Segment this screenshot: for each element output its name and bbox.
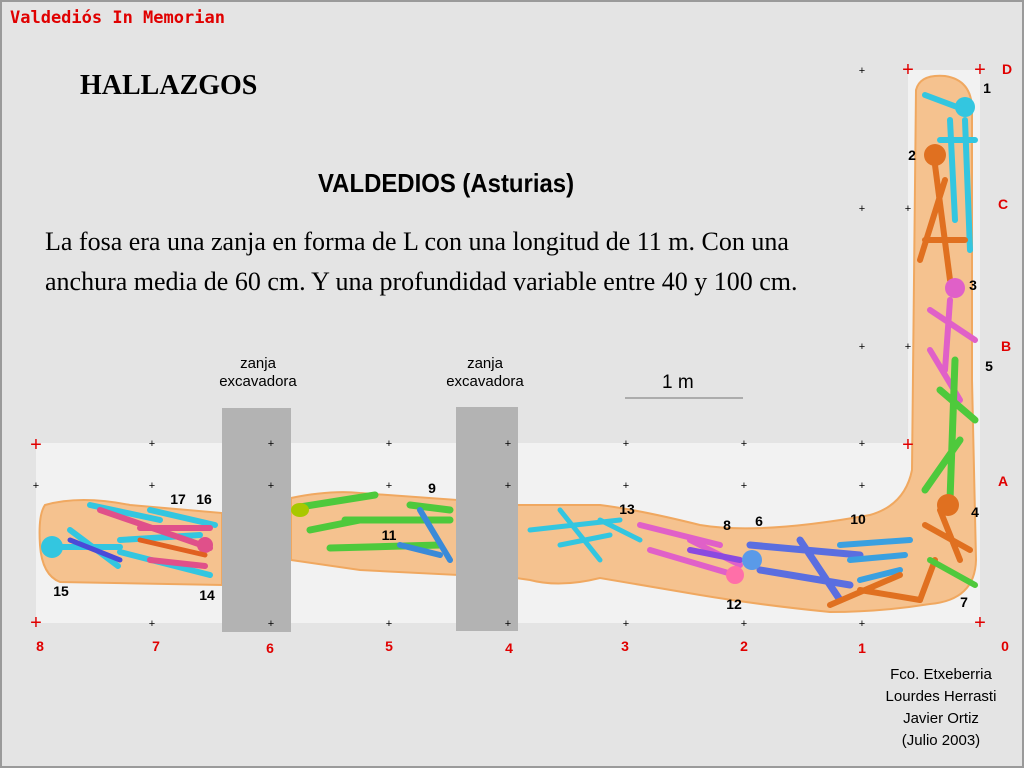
burial-number-14: 14 xyxy=(199,587,215,603)
svg-text:+: + xyxy=(904,203,912,215)
excavator-label-1-line2: excavadora xyxy=(219,373,297,390)
svg-text:+: + xyxy=(974,59,986,81)
excavator-label-2-line2: excavadora xyxy=(446,373,524,390)
grid-label-8: 8 xyxy=(36,638,44,654)
svg-text:+: + xyxy=(740,438,748,450)
svg-text:+: + xyxy=(148,438,156,450)
excavator-label-2 xyxy=(433,355,537,391)
burial-number-4: 4 xyxy=(971,504,979,520)
svg-text:+: + xyxy=(902,59,914,81)
grid-label-2: 2 xyxy=(740,638,748,654)
burial-number-12: 12 xyxy=(726,596,742,612)
svg-text:+: + xyxy=(858,618,866,630)
svg-text:+: + xyxy=(267,480,275,492)
svg-text:+: + xyxy=(974,612,986,634)
section-heading: HALLAZGOS xyxy=(80,70,258,101)
svg-text:+: + xyxy=(385,480,393,492)
credit-date: (Julio 2003) xyxy=(901,732,981,749)
burial-number-7: 7 xyxy=(960,594,968,610)
grid-label-4: 4 xyxy=(505,640,513,656)
burial-number-1: 1 xyxy=(983,80,991,96)
excavator-label-1 xyxy=(206,355,310,391)
svg-text:+: + xyxy=(148,480,156,492)
burial-number-15: 15 xyxy=(53,583,69,599)
svg-text:+: + xyxy=(904,341,912,353)
svg-text:+: + xyxy=(504,618,512,630)
svg-text:+: + xyxy=(267,618,275,630)
burial-number-3: 3 xyxy=(969,277,977,293)
svg-text:+: + xyxy=(385,618,393,630)
header-title: Valdediós In Memorian xyxy=(10,8,225,28)
grid-label-A: A xyxy=(997,473,1009,489)
grid-label-1: 1 xyxy=(858,640,866,656)
grid-label-7: 7 xyxy=(152,638,160,654)
credit-author-1: Fco. Etxeberria xyxy=(890,666,992,683)
burial-number-13: 13 xyxy=(619,501,635,517)
svg-text:+: + xyxy=(858,438,866,450)
grid-label-6: 6 xyxy=(266,640,274,656)
svg-text:+: + xyxy=(385,438,393,450)
svg-text:+: + xyxy=(148,618,156,630)
svg-text:+: + xyxy=(504,480,512,492)
burial-number-10: 10 xyxy=(850,511,866,527)
burial-number-8: 8 xyxy=(723,517,731,533)
grid-label-C: C xyxy=(997,196,1009,212)
scale-label: 1 m xyxy=(662,372,694,393)
svg-text:+: + xyxy=(740,618,748,630)
grid-label-0: 0 xyxy=(1001,638,1009,654)
grid-label-3: 3 xyxy=(621,638,629,654)
svg-text:+: + xyxy=(30,612,42,634)
burial-number-5: 5 xyxy=(985,358,993,374)
svg-text:+: + xyxy=(32,480,40,492)
burial-number-11: 11 xyxy=(381,527,397,543)
svg-text:+: + xyxy=(858,203,866,215)
svg-text:+: + xyxy=(858,341,866,353)
svg-text:+: + xyxy=(504,438,512,450)
svg-text:+: + xyxy=(740,480,748,492)
credits xyxy=(866,664,1016,752)
site-subtitle: VALDEDIOS (Asturias) xyxy=(318,168,575,198)
burial-number-16: 16 xyxy=(196,491,212,507)
burial-number-2: 2 xyxy=(908,147,916,163)
svg-text:+: + xyxy=(267,438,275,450)
svg-text:+: + xyxy=(858,480,866,492)
grid-label-D: D xyxy=(1001,61,1013,77)
svg-text:+: + xyxy=(858,65,866,77)
credit-author-3: Javier Ortiz xyxy=(903,710,979,727)
excavator-label-1-line1: zanja xyxy=(240,355,276,372)
svg-text:+: + xyxy=(622,480,630,492)
excavator-band-1 xyxy=(222,408,291,632)
svg-text:+: + xyxy=(902,434,914,456)
excavator-label-2-line1: zanja xyxy=(467,355,503,372)
svg-text:+: + xyxy=(30,434,42,456)
burial-number-9: 9 xyxy=(428,480,436,496)
svg-text:+: + xyxy=(622,438,630,450)
credit-author-2: Lourdes Herrasti xyxy=(885,688,997,705)
svg-text:+: + xyxy=(622,618,630,630)
grid-label-B: B xyxy=(1000,338,1012,354)
burial-number-6: 6 xyxy=(755,513,763,529)
burial-number-17: 17 xyxy=(170,491,186,507)
grid-label-5: 5 xyxy=(385,638,393,654)
description-text: La fosa era una zanja en forma de L con una longitud de 11 m. Con una anchura media de 60 cm. Y una profundidad variable entre 40 y 100 cm. xyxy=(45,227,798,296)
